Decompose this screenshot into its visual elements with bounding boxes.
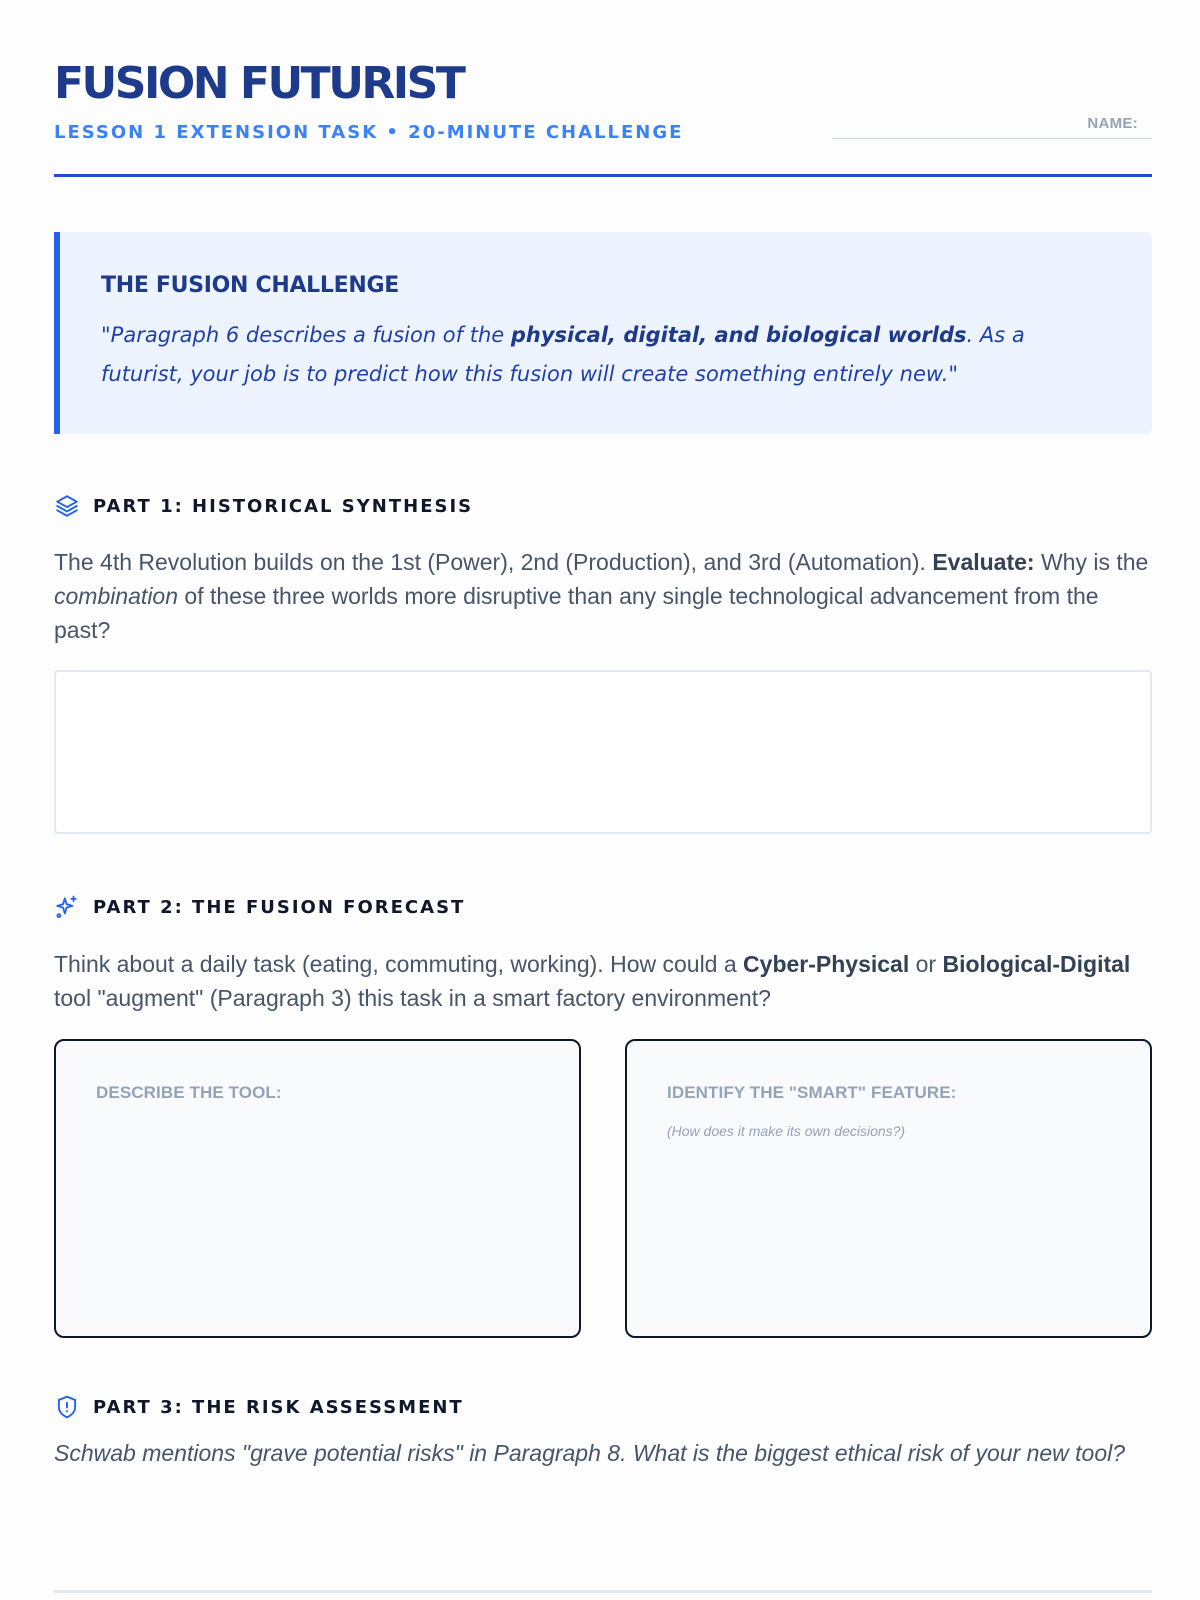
part1-prompt-combination: combination [54, 583, 179, 609]
part2-title: PART 2: THE FUSION FORECAST [93, 896, 466, 918]
worksheet-header [54, 58, 1152, 178]
name-label: NAME: [1087, 115, 1138, 132]
header-divider [54, 174, 1152, 177]
part2-prompt-text-a: Think about a daily task (eating, commuting, working). How could a [54, 951, 744, 977]
part1-header [54, 492, 473, 520]
shield-alert-icon [54, 1394, 80, 1420]
part3-header [54, 1393, 464, 1421]
page-title: FUSION FUTURIST [54, 58, 464, 109]
challenge-quote [101, 316, 1091, 394]
part2-prompt-text-c: tool "augment" (Paragraph 3) this task in a smart factory environment? [54, 985, 771, 1011]
challenge-callout [54, 232, 1152, 434]
smart-feature-hint: (How does it make its own decisions?) [667, 1123, 906, 1139]
worksheet-page [54, 0, 1152, 1600]
part1-prompt-text-b: Why is the [1034, 549, 1149, 575]
sparkles-icon [54, 894, 80, 920]
part2-prompt-biological-digital: Biological-Digital [942, 951, 1131, 977]
bottom-divider [54, 1590, 1152, 1593]
part1-answer-box[interactable] [54, 670, 1152, 834]
part3-title: PART 3: THE RISK ASSESSMENT [93, 1396, 464, 1418]
quote-text-2: . As a futurist, your job is to predict how this fusion will create something entirely new." [101, 323, 1025, 386]
part1-prompt-text-a: The 4th Revolution builds on the 1st (Power), 2nd (Production), and 3rd (Automation). [54, 549, 933, 575]
layers-icon [54, 493, 80, 519]
part2-prompt-text-b: or [909, 951, 943, 977]
name-field[interactable] [832, 114, 1152, 139]
part1-prompt [54, 545, 1152, 647]
describe-tool-label: DESCRIBE THE TOOL: [96, 1083, 282, 1102]
smart-feature-label: IDENTIFY THE "SMART" FEATURE: [667, 1083, 957, 1102]
part1-prompt-text-c: of these three worlds more disruptive than any single technological advancement from the past? [54, 583, 1099, 643]
quote-emphasis: physical, digital, and biological worlds [510, 323, 967, 347]
part2-prompt [54, 947, 1152, 1015]
describe-tool-card[interactable] [54, 1039, 581, 1338]
part1-title: PART 1: HISTORICAL SYNTHESIS [93, 495, 474, 517]
part3-prompt: Schwab mentions "grave potential risks" in Paragraph 8. What is the biggest ethical risk of your new tool? [54, 1440, 1126, 1466]
quote-text-1: "Paragraph 6 describes a fusion of the [101, 323, 511, 347]
page-subtitle: LESSON 1 EXTENSION TASK • 20-MINUTE CHALLENGE [54, 122, 684, 143]
part2-header [54, 893, 465, 921]
part1-prompt-evaluate: Evaluate: [932, 549, 1035, 575]
smart-feature-card[interactable] [625, 1039, 1152, 1338]
challenge-title: THE FUSION CHALLENGE [101, 273, 399, 298]
part2-prompt-cyber-physical: Cyber-Physical [743, 951, 910, 977]
